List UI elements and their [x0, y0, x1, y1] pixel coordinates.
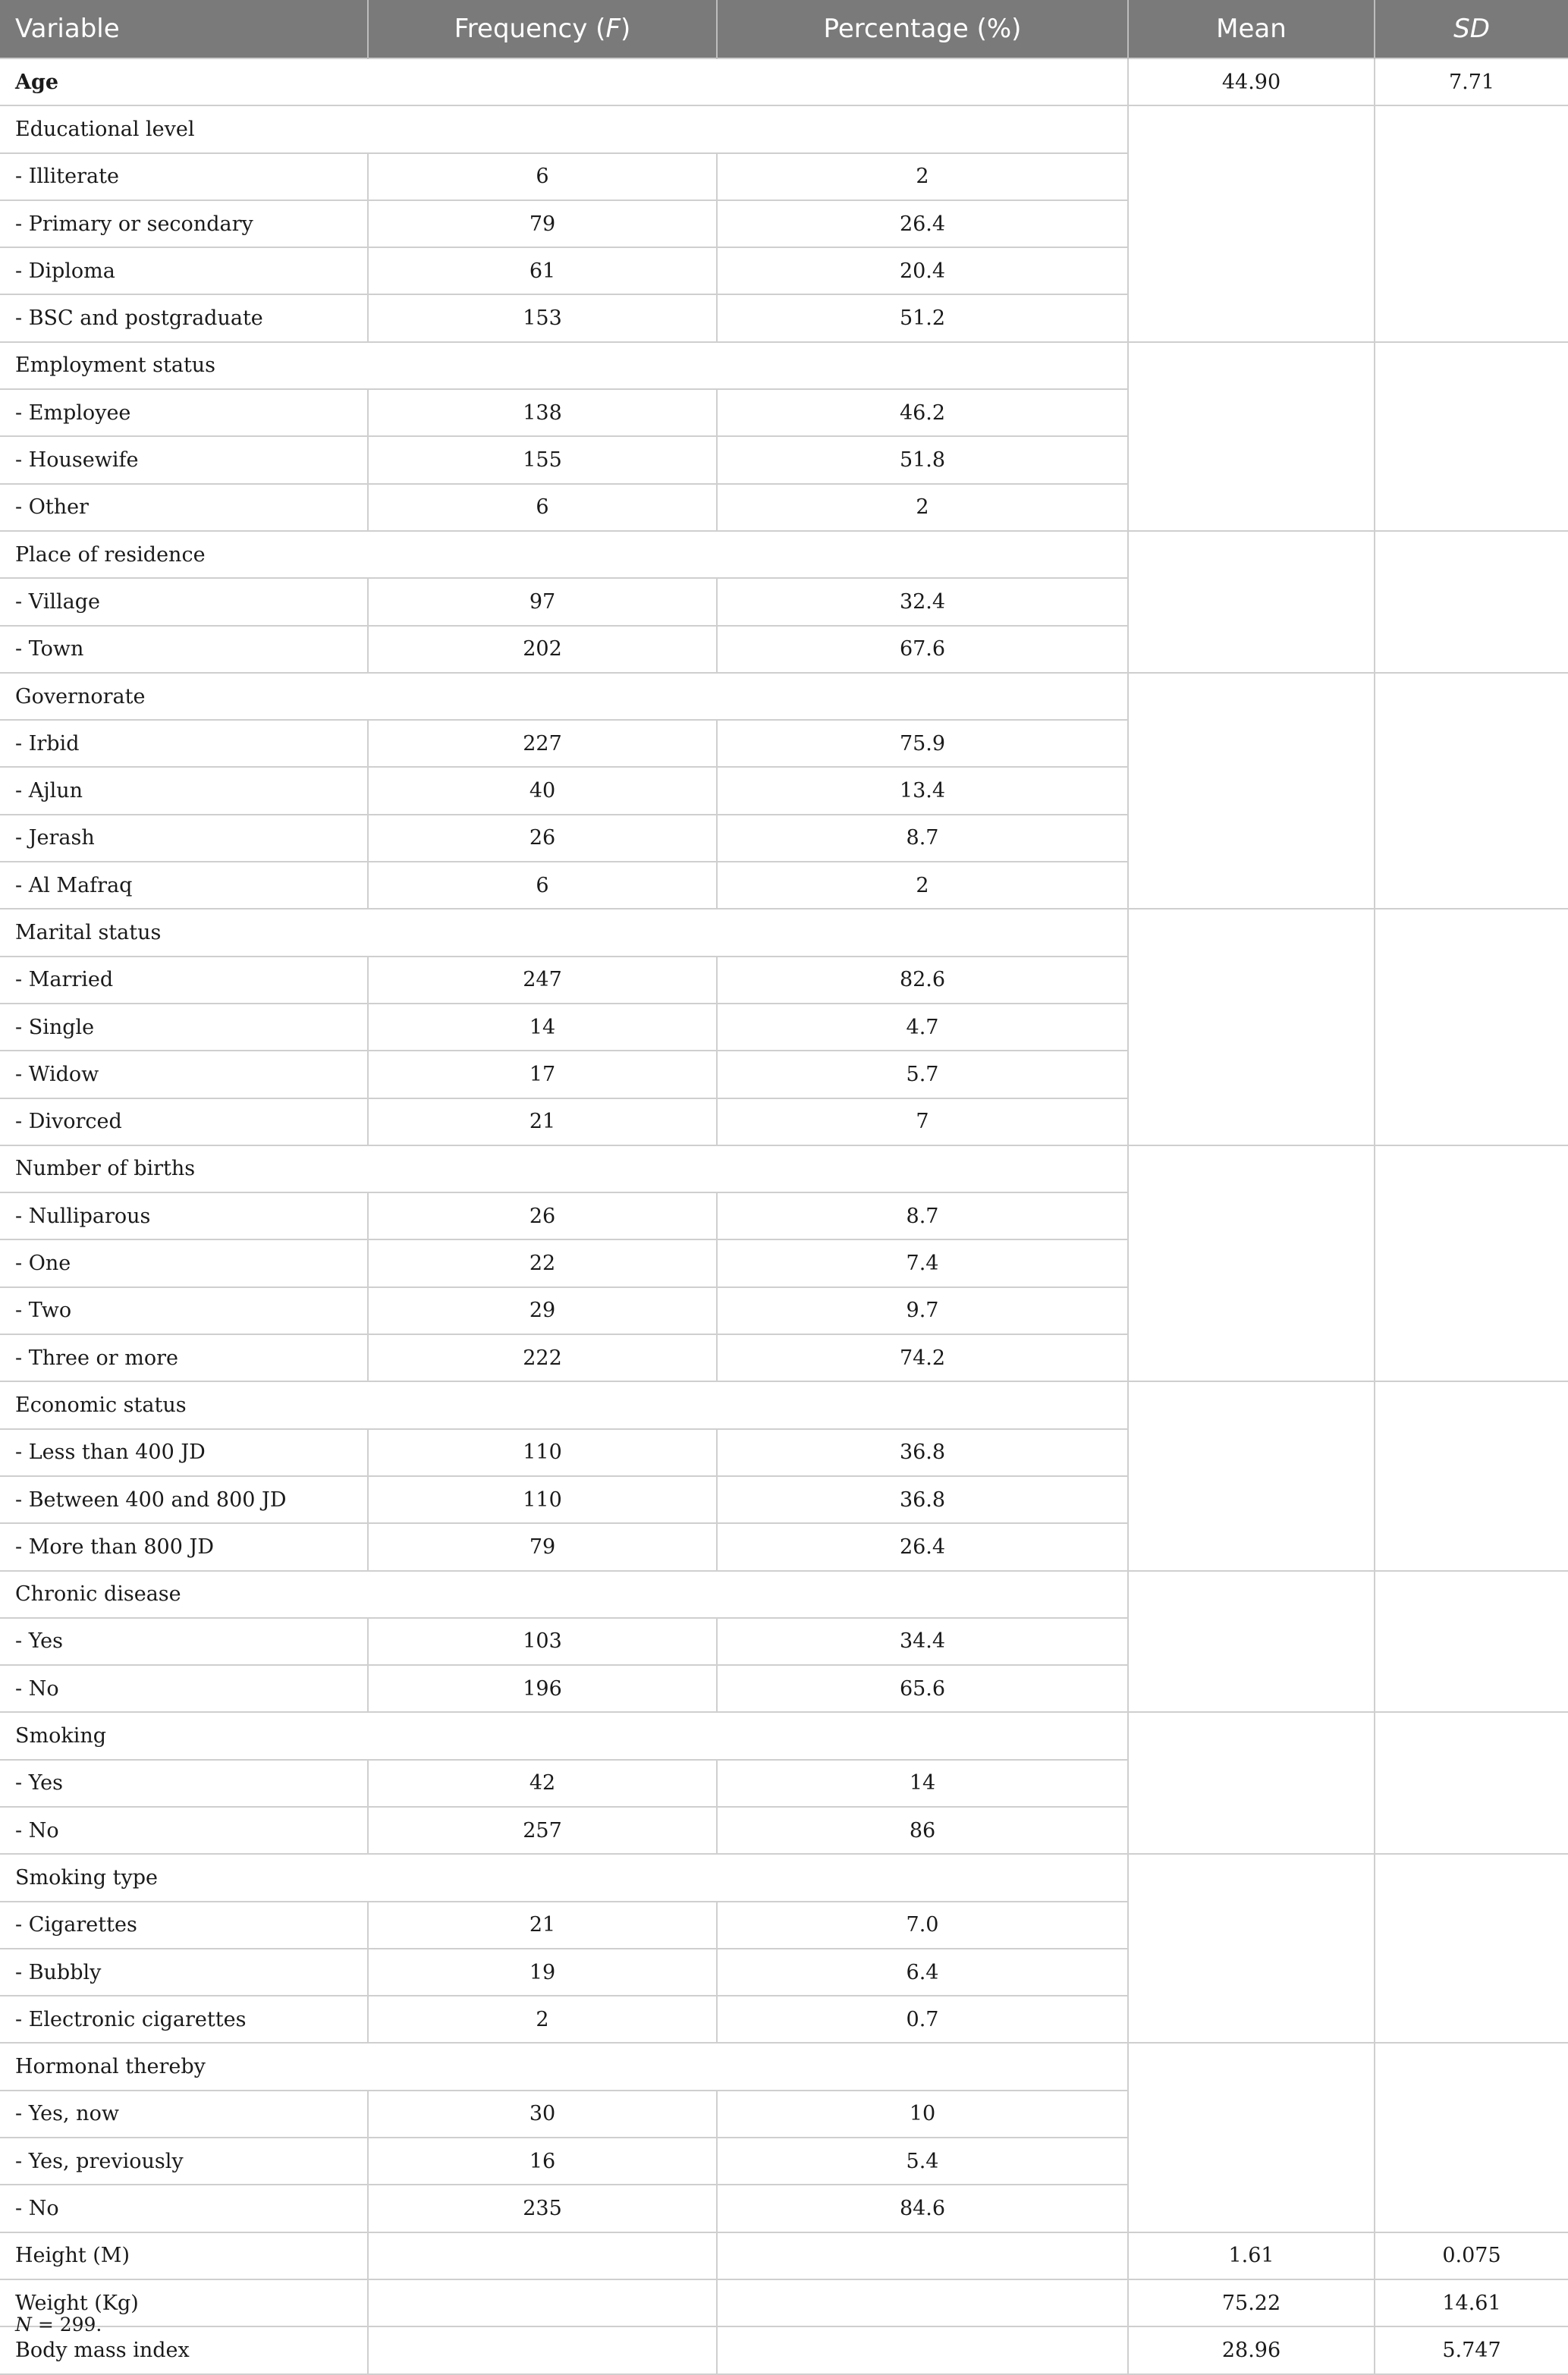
measure-frequency-empty	[368, 2326, 717, 2373]
group-title: Chronic disease	[0, 1571, 1128, 1618]
group-mean-empty	[1128, 105, 1375, 341]
measure-percentage-empty	[717, 2326, 1128, 2373]
row-percentage: 86	[717, 1807, 1128, 1854]
row-frequency: 6	[368, 484, 717, 531]
row-percentage: 67.6	[717, 626, 1128, 673]
group-title: Hormonal thereby	[0, 2043, 1128, 2090]
row-label: - Town	[0, 626, 368, 673]
group-sd-empty	[1375, 531, 1568, 673]
row-frequency: 196	[368, 1665, 717, 1712]
row-percentage: 8.7	[717, 1192, 1128, 1239]
row-label: - Diploma	[0, 247, 368, 294]
group-mean-empty	[1128, 1854, 1375, 2043]
measure-sd: 0.075	[1375, 2232, 1568, 2279]
row-label: - Yes, now	[0, 2091, 368, 2138]
row-label: - Less than 400 JD	[0, 1429, 368, 1476]
header-row	[0, 0, 1568, 58]
measure-frequency-empty	[368, 2232, 717, 2279]
row-frequency: 22	[368, 1239, 717, 1286]
row-percentage: 2	[717, 862, 1128, 909]
row-label: - Al Mafraq	[0, 862, 368, 909]
row-frequency: 110	[368, 1476, 717, 1523]
group-mean-empty	[1128, 1145, 1375, 1381]
row-percentage: 10	[717, 2091, 1128, 2138]
row-label: - No	[0, 1665, 368, 1712]
row-label: - Widow	[0, 1051, 368, 1098]
group-title: Governorate	[0, 673, 1128, 720]
row-percentage: 2	[717, 153, 1128, 200]
row-label: - Yes	[0, 1618, 368, 1665]
row-percentage: 14	[717, 1760, 1128, 1807]
row-label: - Three or more	[0, 1334, 368, 1381]
row-label: - Married	[0, 957, 368, 1004]
footnote-n-symbol: N	[15, 2314, 32, 2336]
row-percentage: 46.2	[717, 389, 1128, 436]
row-label: - Single	[0, 1004, 368, 1051]
row-label: - Between 400 and 800 JD	[0, 1476, 368, 1523]
header-percentage: Percentage (%)	[717, 0, 1128, 58]
row-frequency: 16	[368, 2138, 717, 2185]
table-body	[0, 58, 1568, 2374]
group-title-row	[0, 342, 1568, 389]
row-percentage: 4.7	[717, 1004, 1128, 1051]
row-frequency: 202	[368, 626, 717, 673]
group-sd-empty	[1375, 342, 1568, 531]
row-percentage: 65.6	[717, 1665, 1128, 1712]
header-variable: Variable	[0, 0, 368, 58]
row-frequency: 14	[368, 1004, 717, 1051]
row-frequency: 26	[368, 1192, 717, 1239]
age-row	[0, 58, 1568, 105]
group-sd-empty	[1375, 909, 1568, 1145]
row-percentage: 0.7	[717, 1996, 1128, 2043]
header-frequency-text: Frequency (	[454, 14, 606, 44]
row-label: - Housewife	[0, 436, 368, 483]
measure-percentage-empty	[717, 2232, 1128, 2279]
measure-percentage-empty	[717, 2279, 1128, 2326]
row-frequency: 61	[368, 247, 717, 294]
group-title: Number of births	[0, 1145, 1128, 1192]
row-label: - Bubbly	[0, 1949, 368, 1996]
age-label: Age	[0, 58, 1128, 105]
row-label: - No	[0, 1807, 368, 1854]
group-title-row	[0, 1145, 1568, 1192]
group-title: Place of residence	[0, 531, 1128, 578]
row-frequency: 79	[368, 200, 717, 247]
row-percentage: 74.2	[717, 1334, 1128, 1381]
group-sd-empty	[1375, 1381, 1568, 1570]
group-mean-empty	[1128, 1712, 1375, 1854]
row-percentage: 7	[717, 1098, 1128, 1145]
group-title: Smoking type	[0, 1854, 1128, 1901]
row-frequency: 103	[368, 1618, 717, 1665]
row-label: - Other	[0, 484, 368, 531]
group-sd-empty	[1375, 1145, 1568, 1381]
row-label: - BSC and postgraduate	[0, 294, 368, 341]
row-label: - Primary or secondary	[0, 200, 368, 247]
row-percentage: 36.8	[717, 1476, 1128, 1523]
row-label: - Employee	[0, 389, 368, 436]
group-mean-empty	[1128, 342, 1375, 531]
group-sd-empty	[1375, 1571, 1568, 1713]
row-percentage: 75.9	[717, 720, 1128, 767]
row-frequency: 6	[368, 153, 717, 200]
row-frequency: 97	[368, 578, 717, 625]
footnote-text: = 299.	[31, 2314, 102, 2336]
row-percentage: 36.8	[717, 1429, 1128, 1476]
group-title-row	[0, 2043, 1568, 2090]
row-percentage: 5.4	[717, 2138, 1128, 2185]
row-label: - Divorced	[0, 1098, 368, 1145]
row-label: - Yes	[0, 1760, 368, 1807]
row-frequency: 17	[368, 1051, 717, 1098]
row-frequency: 155	[368, 436, 717, 483]
row-frequency: 110	[368, 1429, 717, 1476]
measure-mean: 75.22	[1128, 2279, 1375, 2326]
group-sd-empty	[1375, 2043, 1568, 2232]
group-title-row	[0, 1571, 1568, 1618]
group-sd-empty	[1375, 1854, 1568, 2043]
group-title-row	[0, 105, 1568, 152]
row-frequency: 30	[368, 2091, 717, 2138]
row-label: - Jerash	[0, 815, 368, 862]
measure-sd: 5.747	[1375, 2326, 1568, 2373]
row-label: - Irbid	[0, 720, 368, 767]
measure-label: Body mass index	[0, 2326, 368, 2373]
group-title-row	[0, 1854, 1568, 1901]
footnote	[15, 2314, 102, 2336]
group-mean-empty	[1128, 1381, 1375, 1570]
group-sd-empty	[1375, 1712, 1568, 1854]
measure-label: Weight (Kg)	[0, 2279, 368, 2326]
group-title-row	[0, 531, 1568, 578]
row-frequency: 235	[368, 2185, 717, 2232]
group-title: Economic status	[0, 1381, 1128, 1428]
header-frequency-close: )	[621, 14, 631, 44]
row-percentage: 13.4	[717, 767, 1128, 814]
age-sd: 7.71	[1375, 58, 1568, 105]
age-mean: 44.90	[1128, 58, 1375, 105]
row-label: - Village	[0, 578, 368, 625]
row-frequency: 153	[368, 294, 717, 341]
measure-frequency-empty	[368, 2279, 717, 2326]
row-frequency: 19	[368, 1949, 717, 1996]
header-frequency-symbol: F	[605, 14, 621, 44]
row-percentage: 34.4	[717, 1618, 1128, 1665]
row-frequency: 138	[368, 389, 717, 436]
row-frequency: 21	[368, 1098, 717, 1145]
row-label: - Yes, previously	[0, 2138, 368, 2185]
row-percentage: 32.4	[717, 578, 1128, 625]
group-mean-empty	[1128, 531, 1375, 673]
row-percentage: 26.4	[717, 200, 1128, 247]
group-title-row	[0, 1712, 1568, 1759]
measure-row	[0, 2279, 1568, 2326]
header-mean: Mean	[1128, 0, 1375, 58]
row-frequency: 2	[368, 1996, 717, 2043]
row-percentage: 84.6	[717, 2185, 1128, 2232]
measure-row	[0, 2326, 1568, 2373]
row-percentage: 51.8	[717, 436, 1128, 483]
header-frequency	[368, 0, 717, 58]
row-frequency: 42	[368, 1760, 717, 1807]
group-title-row	[0, 909, 1568, 956]
row-label: - No	[0, 2185, 368, 2232]
row-frequency: 26	[368, 815, 717, 862]
group-title: Employment status	[0, 342, 1128, 389]
group-title: Educational level	[0, 105, 1128, 152]
header-sd-text: SD	[1453, 14, 1490, 44]
row-percentage: 51.2	[717, 294, 1128, 341]
row-frequency: 79	[368, 1523, 717, 1570]
group-sd-empty	[1375, 673, 1568, 909]
group-title-row	[0, 673, 1568, 720]
row-frequency: 29	[368, 1287, 717, 1334]
row-label: - Electronic cigarettes	[0, 1996, 368, 2043]
row-frequency: 222	[368, 1334, 717, 1381]
row-label: - Nulliparous	[0, 1192, 368, 1239]
row-percentage: 9.7	[717, 1287, 1128, 1334]
measure-row	[0, 2232, 1568, 2279]
row-percentage: 8.7	[717, 815, 1128, 862]
row-frequency: 247	[368, 957, 717, 1004]
group-mean-empty	[1128, 2043, 1375, 2232]
row-percentage: 82.6	[717, 957, 1128, 1004]
group-mean-empty	[1128, 909, 1375, 1145]
group-mean-empty	[1128, 1571, 1375, 1713]
row-frequency: 40	[368, 767, 717, 814]
measure-sd: 14.61	[1375, 2279, 1568, 2326]
row-frequency: 257	[368, 1807, 717, 1854]
row-label: - Illiterate	[0, 153, 368, 200]
row-label: - One	[0, 1239, 368, 1286]
header-sd	[1375, 0, 1568, 58]
measure-label: Height (M)	[0, 2232, 368, 2279]
group-title-row	[0, 1381, 1568, 1428]
row-label: - Ajlun	[0, 767, 368, 814]
group-sd-empty	[1375, 105, 1568, 341]
row-label: - More than 800 JD	[0, 1523, 368, 1570]
row-percentage: 20.4	[717, 247, 1128, 294]
group-mean-empty	[1128, 673, 1375, 909]
measure-mean: 28.96	[1128, 2326, 1375, 2373]
group-title: Smoking	[0, 1712, 1128, 1759]
row-label: - Two	[0, 1287, 368, 1334]
row-frequency: 21	[368, 1902, 717, 1949]
row-percentage: 7.0	[717, 1902, 1128, 1949]
row-percentage: 7.4	[717, 1239, 1128, 1286]
row-percentage: 2	[717, 484, 1128, 531]
row-frequency: 227	[368, 720, 717, 767]
row-frequency: 6	[368, 862, 717, 909]
row-label: - Cigarettes	[0, 1902, 368, 1949]
row-percentage: 6.4	[717, 1949, 1128, 1996]
measure-mean: 1.61	[1128, 2232, 1375, 2279]
row-percentage: 5.7	[717, 1051, 1128, 1098]
group-title: Marital status	[0, 909, 1128, 956]
row-percentage: 26.4	[717, 1523, 1128, 1570]
